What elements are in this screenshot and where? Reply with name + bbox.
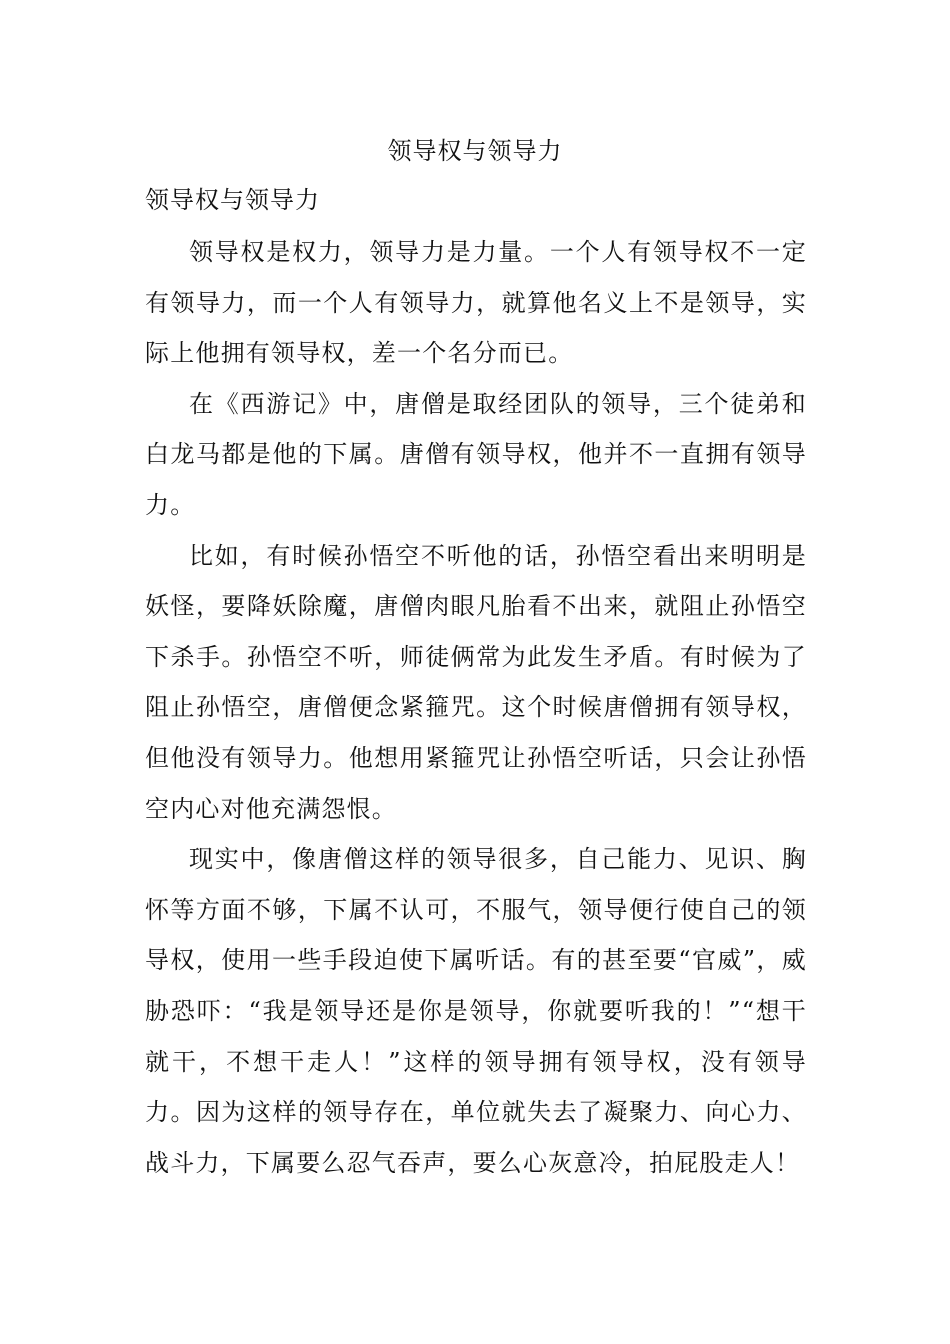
document-title: 领导权与领导力 xyxy=(387,137,563,165)
document-subtitle: 领导权与领导力 xyxy=(145,186,320,214)
paragraph-1: 领导权是权力，领导力是力量。一个人有领导权不一定有领导力，而一个人有领导力，就算他名义上不是领导，实际上他拥有领导权，差一个名分而已。 xyxy=(145,238,807,368)
paragraph-4: 现实中，像唐僧这样的领导很多，自己能力、见识、胸怀等方面不够，下属不认可，不服气，领导便行使自己的领导权，使用一些手段迫使下属听话。有的甚至要“官威”，威胁恐吓：“我是领导还是你是领导，你就要听我的！”“想干就干，不想干走人！”这样的领导拥有领导权，没有领导力。因为这样的领导存在，单位就失去了凝聚力、向心力、战斗力，下属要么忍气吞声，要么心灰意冷，拍屁股走人！ xyxy=(145,845,807,1177)
document-body xyxy=(145,227,807,1188)
paragraph-2: 在《西游记》中，唐僧是取经团队的领导，三个徒弟和白龙马都是他的下属。唐僧有领导权，他并不一直拥有领导力。 xyxy=(145,389,807,519)
paragraph-3: 比如，有时候孙悟空不听他的话，孙悟空看出来明明是妖怪，要降妖除魔，唐僧肉眼凡胎看不出来，就阻止孙悟空下杀手。孙悟空不听，师徒俩常为此发生矛盾。有时候为了阻止孙悟空，唐僧便念紧箍咒。这个时候唐僧拥有领导权，但他没有领导力。他想用紧箍咒让孙悟空听话，只会让孙悟空内心对他充满怨恨。 xyxy=(145,541,807,823)
